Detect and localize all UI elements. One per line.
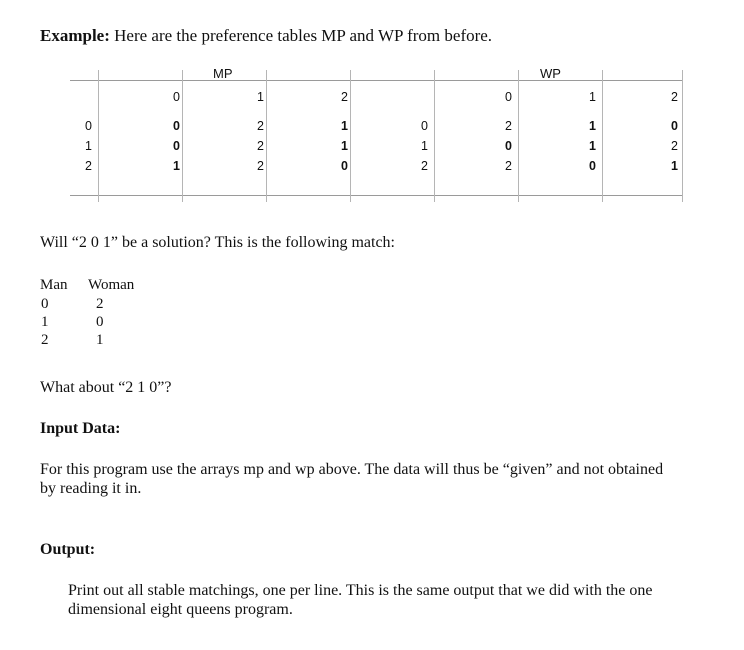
wp-cell: 1 bbox=[671, 159, 678, 173]
match-row-woman: 0 bbox=[96, 314, 104, 330]
mp-row-index: 0 bbox=[85, 119, 92, 133]
match-row-man: 0 bbox=[41, 296, 49, 312]
mp-row-index: 1 bbox=[85, 139, 92, 153]
match-row-man: 2 bbox=[41, 332, 49, 348]
mp-cell: 2 bbox=[257, 119, 264, 133]
match-row-man: 1 bbox=[41, 314, 49, 330]
wp-cell: 1 bbox=[589, 139, 596, 153]
output-heading: Output: bbox=[40, 541, 96, 558]
wp-col-header: 2 bbox=[671, 90, 678, 104]
match-header-man: Man bbox=[40, 277, 68, 293]
mp-col-header: 1 bbox=[257, 90, 264, 104]
mp-col-header: 2 bbox=[341, 90, 348, 104]
input-text-2: by reading it in. bbox=[40, 480, 142, 497]
mp-cell: 2 bbox=[257, 139, 264, 153]
input-text-1: For this program use the arrays mp and wp above. The data will thus be “given” and not obtained bbox=[40, 461, 664, 478]
question-2: What about “2 1 0”? bbox=[40, 379, 172, 396]
mp-cell: 2 bbox=[257, 159, 264, 173]
wp-row-index: 2 bbox=[421, 159, 428, 173]
wp-row-index: 1 bbox=[421, 139, 428, 153]
match-row-woman: 1 bbox=[96, 332, 104, 348]
wp-cell: 1 bbox=[589, 119, 596, 133]
wp-row-index: 0 bbox=[421, 119, 428, 133]
mp-cell: 0 bbox=[173, 119, 180, 133]
match-row-woman: 2 bbox=[96, 296, 104, 312]
table-bottom-rule bbox=[70, 195, 682, 196]
wp-cell: 2 bbox=[671, 139, 678, 153]
mp-cell: 1 bbox=[173, 159, 180, 173]
wp-cell: 0 bbox=[589, 159, 596, 173]
mp-cell: 0 bbox=[341, 159, 348, 173]
match-table bbox=[40, 277, 240, 357]
output-text-1: Print out all stable matchings, one per line. This is the same output that we did with the one bbox=[68, 582, 653, 599]
mp-row-index: 2 bbox=[85, 159, 92, 173]
mp-cell: 1 bbox=[341, 119, 348, 133]
input-heading: Input Data: bbox=[40, 420, 121, 437]
intro-text: Here are the preference tables MP and WP from before. bbox=[109, 26, 493, 45]
table-top-rule bbox=[70, 80, 682, 81]
intro-label: Example: bbox=[40, 26, 110, 45]
wp-col-header: 0 bbox=[505, 90, 512, 104]
mp-cell: 0 bbox=[173, 139, 180, 153]
wp-cell: 0 bbox=[505, 139, 512, 153]
mp-col-header: 0 bbox=[173, 90, 180, 104]
mp-cell: 1 bbox=[341, 139, 348, 153]
match-header-woman: Woman bbox=[88, 277, 135, 293]
mp-title: MP bbox=[213, 66, 233, 81]
wp-cell: 2 bbox=[505, 159, 512, 173]
wp-col-header: 1 bbox=[589, 90, 596, 104]
output-text-2: dimensional eight queens program. bbox=[68, 601, 293, 618]
wp-cell: 0 bbox=[671, 119, 678, 133]
wp-cell: 2 bbox=[505, 119, 512, 133]
question-1: Will “2 0 1” be a solution? This is the following match: bbox=[40, 234, 395, 251]
wp-title: WP bbox=[540, 66, 561, 81]
preference-tables bbox=[0, 0, 744, 210]
